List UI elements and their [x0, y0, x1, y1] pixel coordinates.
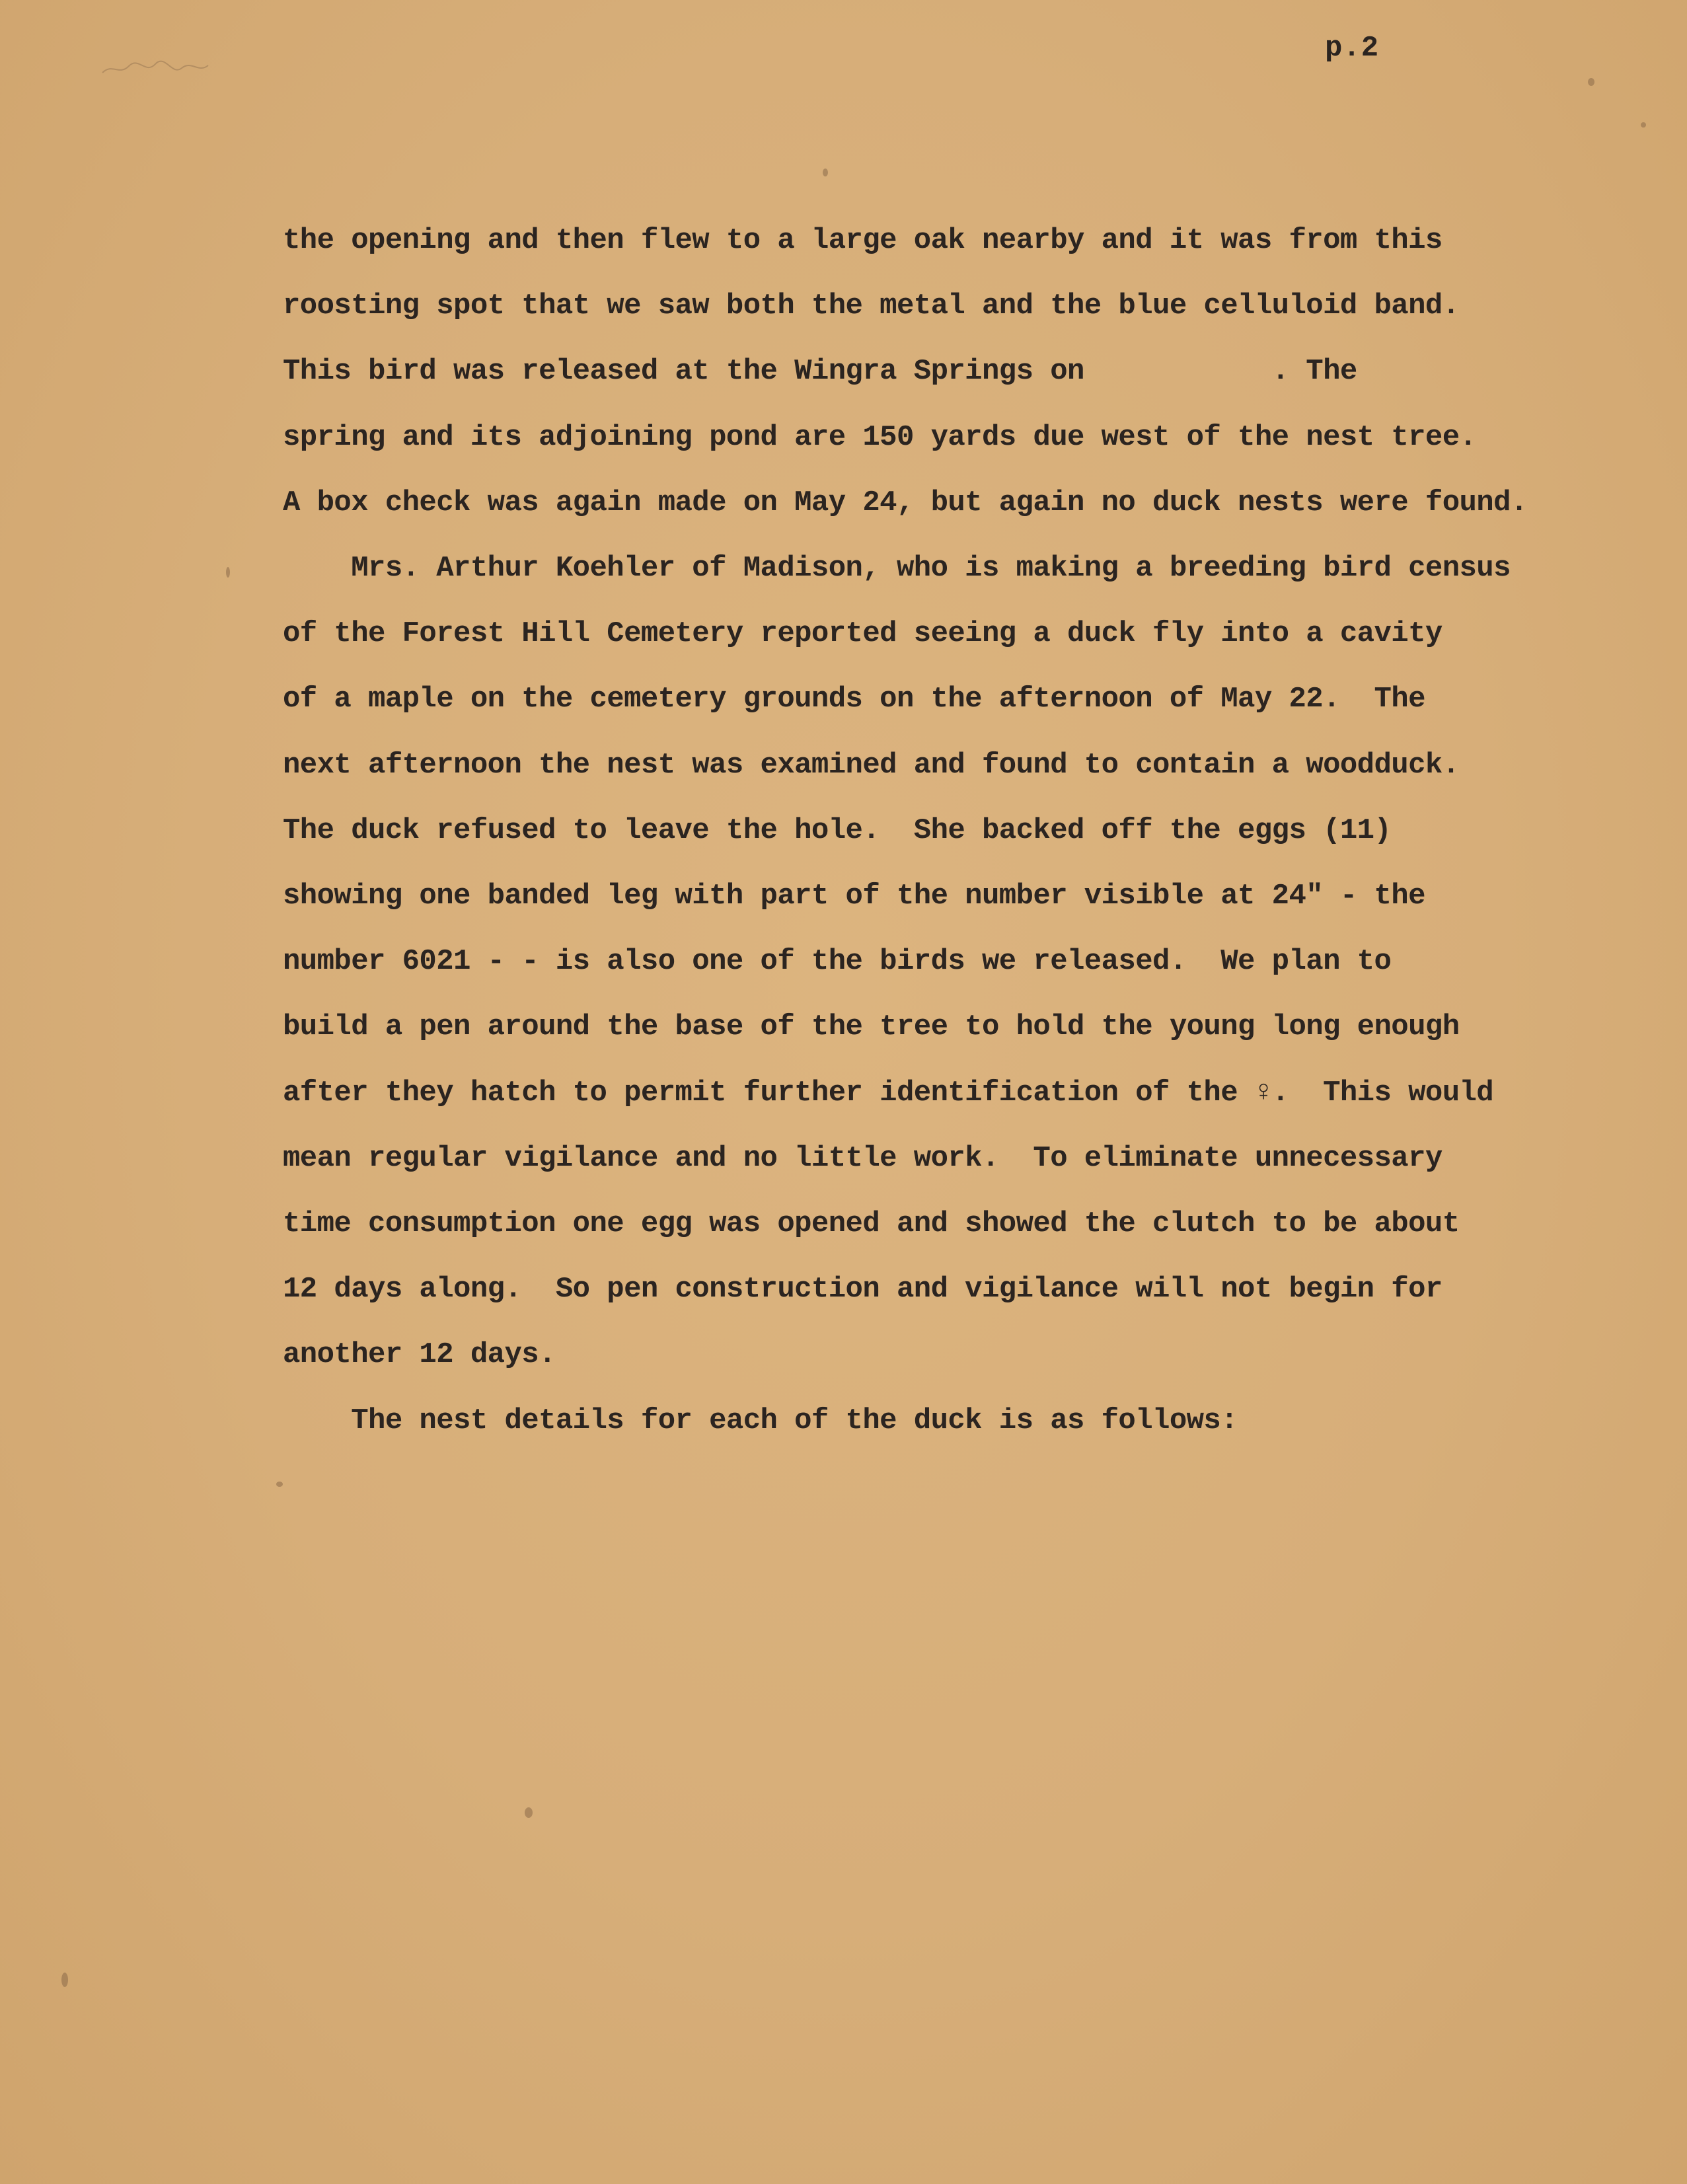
text-line: of a maple on the cemetery grounds on the afternoon of May 22. The: [283, 683, 1425, 716]
paper-speck: [276, 1482, 283, 1487]
text-line: showing one banded leg with part of the number visible at 24" - the: [283, 880, 1425, 913]
text-line: of the Forest Hill Cemetery reported seeing a duck fly into a cavity: [283, 617, 1443, 650]
paper-speck: [226, 567, 230, 578]
paper-speck: [823, 169, 828, 176]
text-line: after they hatch to permit further identification of the ♀. This would: [283, 1076, 1494, 1110]
text-line: The nest details for each of the duck is as follows:: [283, 1404, 1238, 1437]
page-number: p.2: [1325, 32, 1380, 65]
paper-speck: [525, 1807, 533, 1818]
text-line: next afternoon the nest was examined and found to contain a woodduck.: [283, 749, 1460, 782]
text-line: the opening and then flew to a large oak nearby and it was from this: [283, 224, 1443, 257]
text-line: 12 days along. So pen construction and vigilance will not begin for: [283, 1273, 1443, 1306]
text-line: mean regular vigilance and no little work. To eliminate unnecessary: [283, 1142, 1443, 1175]
text-line: spring and its adjoining pond are 150 yards due west of the nest tree.: [283, 421, 1477, 454]
text-line: roosting spot that we saw both the metal and the blue celluloid band.: [283, 289, 1460, 322]
text-line: another 12 days.: [283, 1338, 556, 1371]
text-line: time consumption one egg was opened and showed the clutch to be about: [283, 1207, 1460, 1240]
text-line: The duck refused to leave the hole. She backed off the eggs (11): [283, 814, 1392, 847]
paper-speck: [1588, 78, 1594, 86]
text-line: This bird was released at the Wingra Springs on . The: [283, 355, 1357, 388]
paper-speck: [1641, 122, 1646, 128]
faint-handwritten-mark: [99, 56, 211, 83]
text-line: A box check was again made on May 24, but again no duck nests were found.: [283, 486, 1528, 519]
text-line: number 6021 - - is also one of the birds we released. We plan to: [283, 945, 1392, 978]
paper-speck: [61, 1973, 68, 1987]
text-line: Mrs. Arthur Koehler of Madison, who is making a breeding bird census: [283, 552, 1511, 585]
text-line: build a pen around the base of the tree to hold the young long enough: [283, 1010, 1460, 1043]
